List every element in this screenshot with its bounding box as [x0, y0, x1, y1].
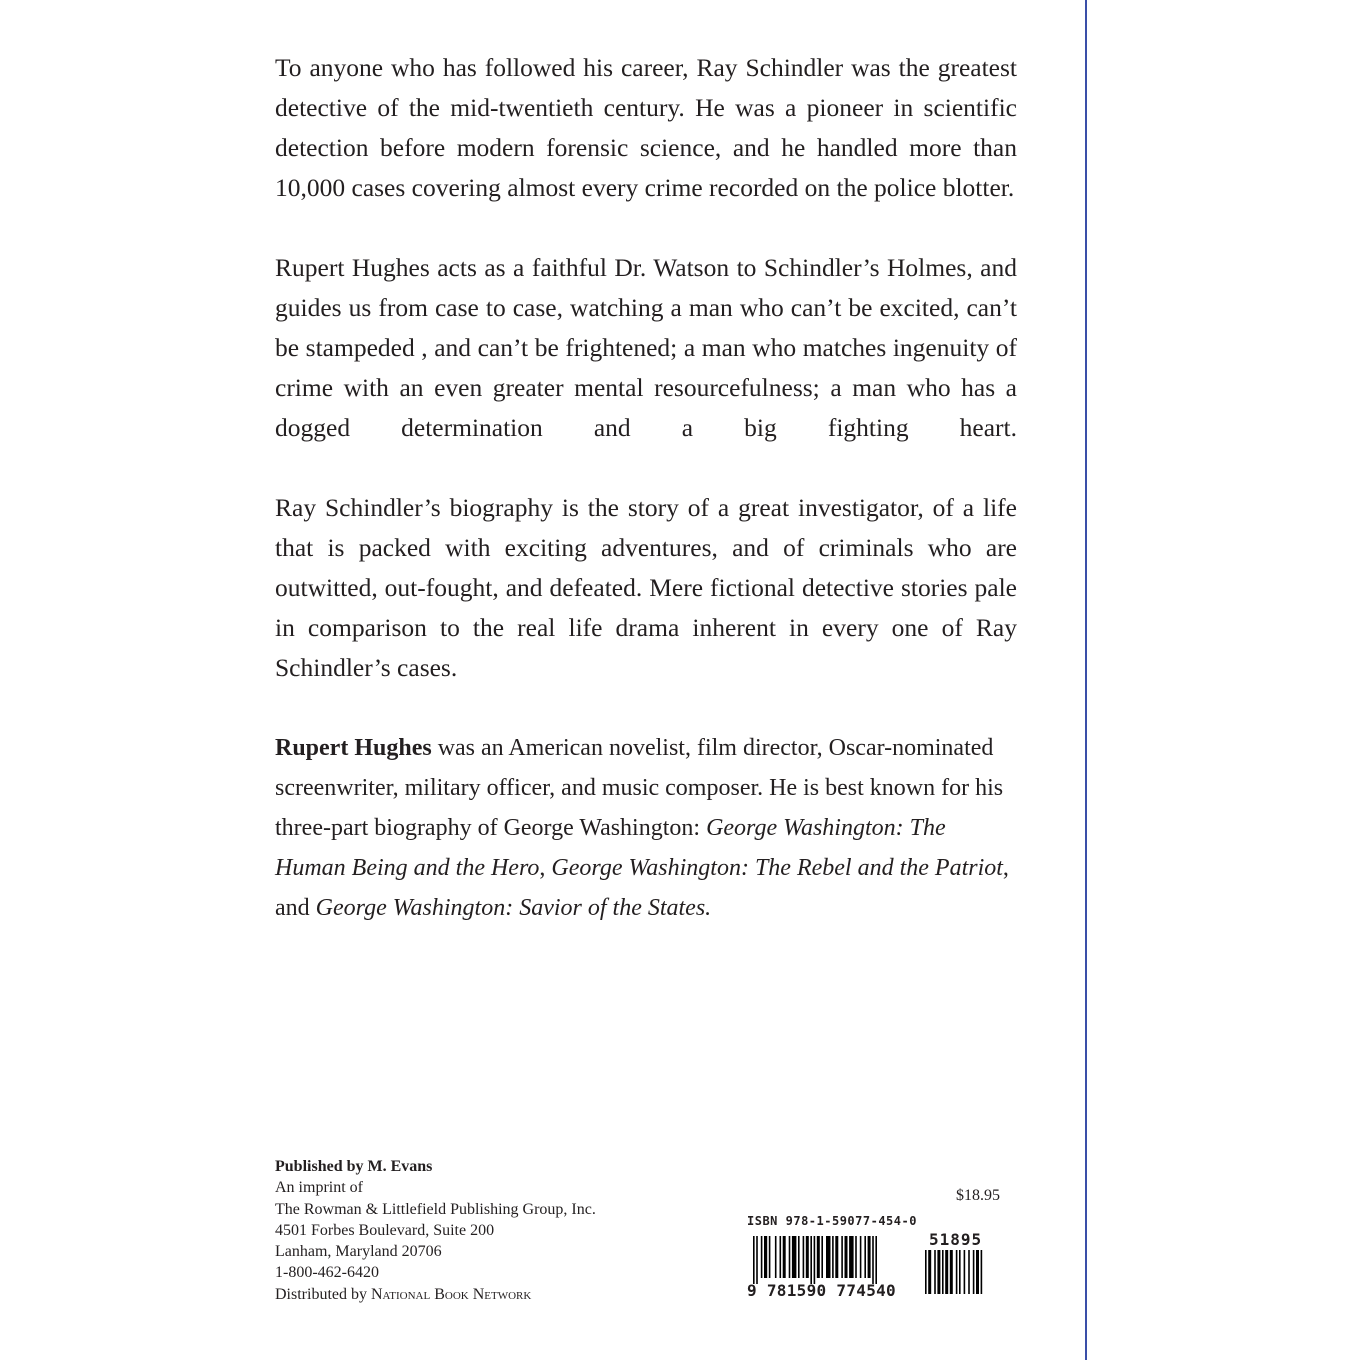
author-bio-text: was an American novelist, film director, Oscar-nominated screenwriter, military officer, and music composer. He is best known for his three-part biography of George Washington: — [275, 735, 1004, 841]
distributor-name: National Book Network — [371, 1285, 532, 1303]
price-label: $18.95 — [956, 1187, 1000, 1204]
barcode-bar — [764, 1236, 767, 1278]
ean-digits: 9 781590 774540 — [747, 1281, 896, 1300]
blurb-paragraph-2: Rupert Hughes acts as a faithful Dr. Watson to Schindler’s Holmes, and guides us from case to case, watching a man who can’t be excited, can’t be stampeded , and can’t be frightened; a man who matches ingenuity of crime with an even greater mental resourcefulness; a man who has a dogged determination and a big fighting heart. — [275, 253, 1017, 442]
barcode-bar — [803, 1236, 805, 1278]
ean-barcode-bars — [753, 1236, 913, 1284]
barcode-bar — [942, 1250, 944, 1294]
spine-edge-line — [1085, 0, 1087, 1360]
barcode-bar — [835, 1236, 838, 1278]
barcode-bar — [845, 1236, 848, 1278]
barcode-bar — [964, 1250, 966, 1294]
barcode-bar — [937, 1250, 940, 1294]
author-bio-sep-1: , — [539, 855, 552, 881]
barcode-bar — [821, 1236, 823, 1278]
back-cover-blurb — [275, 48, 1017, 968]
barcode-bar — [956, 1250, 958, 1294]
barcode-bar — [783, 1236, 786, 1278]
barcode-bar — [780, 1236, 782, 1278]
barcode-bar — [872, 1236, 874, 1284]
publisher-phone: 1-800-462-6420 — [275, 1264, 379, 1282]
barcode-bar — [868, 1236, 871, 1278]
book-title-3: George Washington: Savior of the States. — [315, 895, 712, 921]
barcode-bar — [945, 1250, 948, 1294]
barcode-bar — [792, 1236, 797, 1278]
barcode-bar — [798, 1236, 800, 1278]
book-title-2: George Washington: The Rebel and the Patriot — [551, 855, 1003, 881]
publisher-imprint-line: An imprint of — [275, 1179, 363, 1197]
barcode-bar — [756, 1236, 758, 1284]
blurb-paragraph-1: To anyone who has followed his career, Ray Schindler was the greatest detective of the mid-twentieth century. He was a pioneer in scientific detection before modern forensic science, and he handled more than 10,000 cases covering almost every crime recorded on the police blotter. — [275, 53, 1017, 202]
barcode-bar — [769, 1236, 771, 1278]
barcode-bar — [761, 1236, 763, 1278]
barcode-bar — [875, 1236, 877, 1284]
blurb-paragraph-3: Ray Schindler’s biography is the story of a great investigator, of a life that is packed with exciting adventures, and of criminals who are outwitted, out-fought, and defeated. Mere fictional detective stories pale in comparison to the real life drama inherent in every one of Ray Schindler’s cases. — [275, 493, 1017, 682]
barcode-bar — [817, 1236, 820, 1278]
barcode-bar — [849, 1236, 854, 1278]
price-code-barcode-bars — [925, 1250, 1005, 1300]
distributor-line — [275, 1284, 695, 1305]
publisher-address-street: 4501 Forbes Boulevard, Suite 200 — [275, 1221, 495, 1239]
isbn-barcode — [747, 1214, 1007, 1304]
publisher-name: Published by M. Evans — [275, 1158, 433, 1175]
author-bio — [275, 728, 1017, 928]
barcode-bar — [860, 1236, 862, 1278]
barcode-bar — [968, 1250, 970, 1294]
barcode-bar — [810, 1236, 812, 1284]
barcode-bar — [959, 1250, 961, 1294]
distributor-prefix: Distributed by — [275, 1285, 371, 1303]
barcode-bar — [826, 1236, 831, 1278]
barcode-bar — [806, 1236, 809, 1278]
author-bio-sep-2: , and — [275, 855, 1009, 921]
barcode-bar — [855, 1236, 857, 1278]
publisher-info — [275, 1156, 695, 1305]
barcode-bar — [864, 1236, 866, 1278]
publisher-group: The Rowman & Littlefield Publishing Group, Inc. — [275, 1200, 596, 1218]
barcode-bar — [832, 1236, 834, 1278]
barcode-bar — [925, 1250, 927, 1294]
barcode-bar — [753, 1236, 755, 1284]
publisher-address-city: Lanham, Maryland 20706 — [275, 1243, 442, 1261]
book-title-1: George Washington: The Human Being and the Hero — [275, 815, 946, 881]
barcode-bar — [981, 1250, 983, 1294]
author-name: Rupert Hughes — [275, 735, 432, 761]
barcode-bar — [775, 1236, 777, 1278]
barcode-bar — [814, 1236, 816, 1284]
barcode-bar — [976, 1250, 979, 1294]
barcode-bar — [973, 1250, 975, 1294]
price-code-digits: 51895 — [929, 1230, 983, 1249]
barcode-bar — [789, 1236, 791, 1278]
isbn-text: ISBN 978-1-59077-454-0 — [747, 1214, 917, 1228]
barcode-bar — [928, 1250, 931, 1294]
barcode-bar — [841, 1236, 843, 1278]
barcode-bar — [934, 1250, 936, 1294]
barcode-bar — [950, 1250, 953, 1294]
